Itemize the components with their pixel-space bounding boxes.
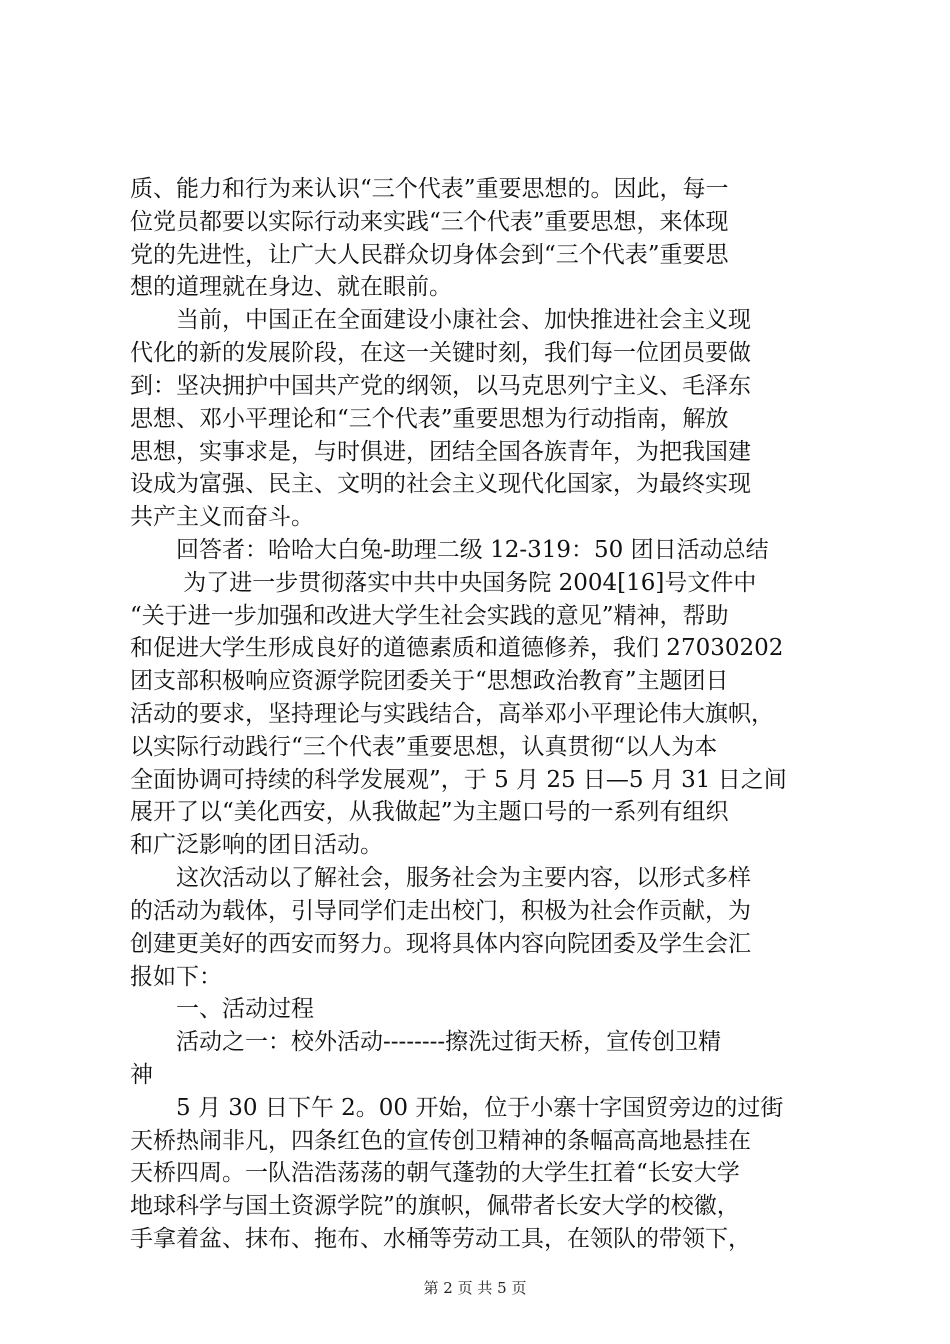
text-line: 全面协调可持续的科学发展观”，于 5 月 25 日—5 月 31 日之间	[130, 767, 787, 793]
text-line: 地球科学与国土资源学院”的旗帜，佩带者长安大学的校徽，	[130, 1193, 740, 1219]
text-line: 共产主义而奋斗。	[130, 504, 314, 530]
text-line: 当前，中国正在全面建设小康社会、加快推进社会主义现	[130, 307, 751, 333]
text-line: 创建更美好的西安而努力。现将具体内容向院团委及学生会汇	[130, 931, 751, 957]
text-line: 想的道理就在身边、就在眼前。	[130, 274, 452, 300]
text-line: 党的先进性，让广大人民群众切身体会到“三个代表”重要思	[130, 242, 729, 268]
text-line: 为了进一步贯彻落实中共中央国务院 2004[16]号文件中	[130, 570, 757, 596]
text-line: 团支部积极响应资源学院团委关于“思想政治教育”主题团日	[130, 668, 729, 694]
text-line: 手拿着盆、抹布、拖布、水桶等劳动工具，在领队的带领下，	[130, 1226, 751, 1252]
text-line: 位党员都要以实际行动来实践“三个代表”重要思想，来体现	[130, 209, 729, 235]
text-line: 思想，实事求是，与时俱进，团结全国各族青年，为把我国建	[130, 439, 751, 465]
text-line: “关于进一步加强和改进大学生社会实践的意见”精神，帮助	[130, 603, 729, 629]
text-line: 天桥热闹非凡，四条红色的宣传创卫精神的条幅高高地悬挂在	[130, 1128, 751, 1154]
text-line: 天桥四周。一队浩浩荡荡的朝气蓬勃的大学生扛着“长安大学	[130, 1160, 740, 1186]
section-heading: 一、活动过程	[130, 996, 314, 1022]
text-line: 活动之一：校外活动--------擦洗过街天桥，宣传创卫精	[130, 1029, 722, 1055]
text-line: 以实际行动践行“三个代表”重要思想，认真贯彻“以人为本	[130, 734, 718, 760]
text-line: 质、能力和行为来认识“三个代表”重要思想的。因此，每一	[130, 176, 729, 202]
text-line: 代化的新的发展阶段，在这一关键时刻，我们每一位团员要做	[130, 340, 751, 366]
text-line: 报如下：	[130, 964, 222, 990]
text-line: 展开了以“美化西安，从我做起”为主题口号的一系列有组织	[130, 799, 729, 825]
page-footer: 第 2 页 共 5 页	[423, 1279, 527, 1297]
text-line: 神	[130, 1062, 153, 1088]
text-line: 的活动为载体，引导同学们走出校门，积极为社会作贡献，为	[130, 898, 751, 924]
text-line: 和促进大学生形成良好的道德素质和道德修养，我们 27030202	[130, 635, 784, 661]
text-line: 和广泛影响的团日活动。	[130, 832, 383, 858]
text-line: 思想、邓小平理论和“三个代表”重要思想为行动指南，解放	[130, 406, 729, 432]
text-line: 5 月 30 日下午 2。00 开始，位于小寨十字国贸旁边的过街	[130, 1095, 784, 1121]
text-line: 回答者：哈哈大白兔-助理二级 12-319：50 团日活动总结	[130, 537, 769, 563]
text-line: 到：坚决拥护中国共产党的纲领，以马克思列宁主义、毛泽东	[130, 373, 751, 399]
text-line: 这次活动以了解社会，服务社会为主要内容，以形式多样	[130, 865, 751, 891]
text-line: 活动的要求，坚持理论与实践结合，高举邓小平理论伟大旗帜，	[130, 701, 774, 727]
text-line: 设成为富强、民主、文明的社会主义现代化国家，为最终实现	[130, 471, 751, 497]
